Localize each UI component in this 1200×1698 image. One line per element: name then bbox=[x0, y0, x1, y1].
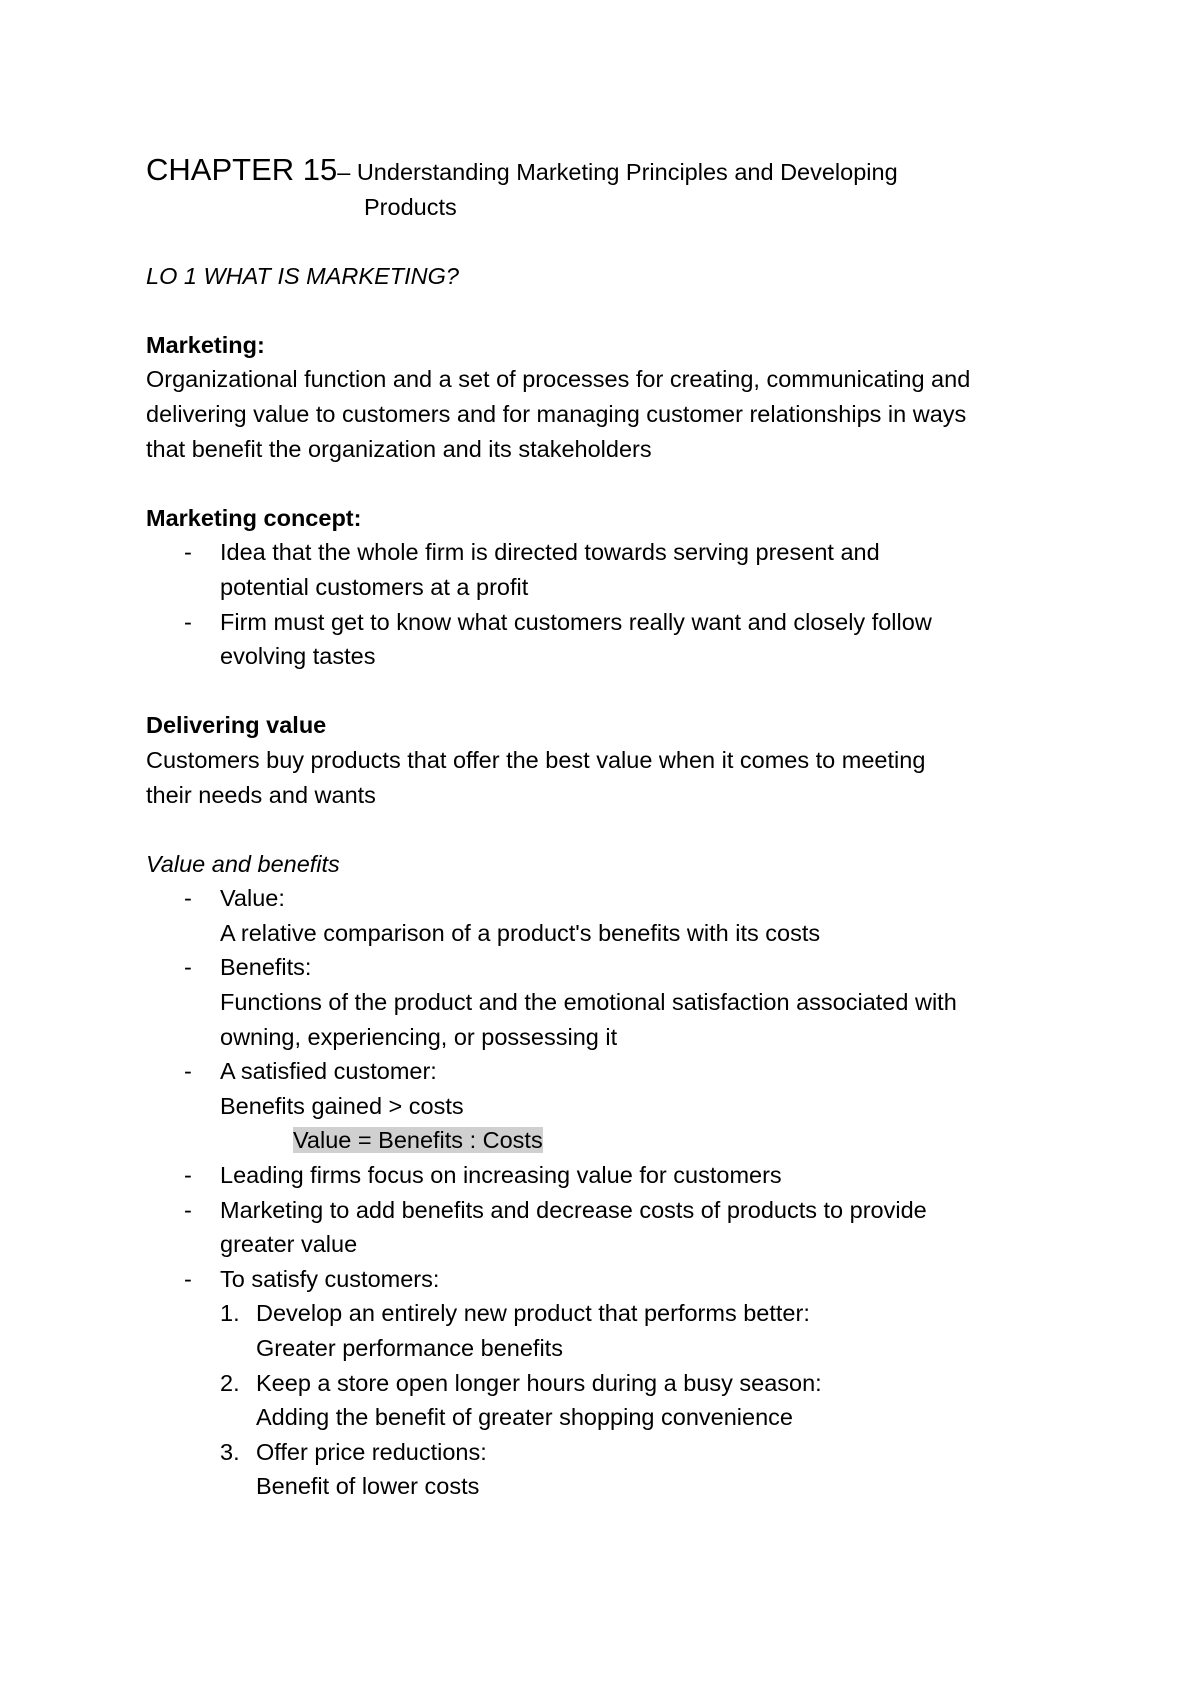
term-marketing: Marketing: bbox=[146, 331, 265, 358]
list-item-label: A satisfied customer: bbox=[220, 1058, 437, 1085]
chapter-title bbox=[146, 150, 1076, 190]
item-number: 3. bbox=[220, 1438, 240, 1465]
numbered-item bbox=[146, 1366, 1076, 1435]
highlighted-formula: Value = Benefits : Costs bbox=[293, 1127, 543, 1154]
list-item-text: potential customers at a profit bbox=[220, 573, 529, 600]
bullet-dash: - bbox=[184, 1265, 192, 1292]
numbered-item bbox=[146, 1435, 1076, 1504]
list-item-text: Firm must get to know what customers really want and closely follow bbox=[220, 608, 932, 635]
list-item-text: Marketing to add benefits and decrease costs of products to provide bbox=[220, 1196, 927, 1223]
bullet-dash: - bbox=[184, 539, 192, 566]
list-item bbox=[146, 1158, 1076, 1193]
list-item-text: Benefits gained > costs bbox=[220, 1092, 464, 1119]
list-item bbox=[146, 1193, 1076, 1262]
document-page bbox=[146, 150, 1076, 1504]
bullet-dash: - bbox=[184, 608, 192, 635]
list-item-text: greater value bbox=[220, 1231, 358, 1258]
numbered-item-text: Keep a store open longer hours during a busy season: bbox=[256, 1369, 822, 1396]
definition-line: Organizational function and a set of processes for creating, communicating and bbox=[146, 366, 971, 393]
chapter-subtitle-continued: Products bbox=[364, 194, 457, 220]
subheading-value-benefits: Value and benefits bbox=[146, 850, 340, 877]
bullet-dash: - bbox=[184, 1058, 192, 1085]
list-item-text: evolving tastes bbox=[220, 643, 376, 670]
list-item bbox=[146, 950, 1076, 1054]
list-item bbox=[146, 605, 1076, 674]
list-item-text: Leading firms focus on increasing value for customers bbox=[220, 1162, 782, 1189]
list-item bbox=[146, 1054, 1076, 1123]
bullet-dash: - bbox=[184, 954, 192, 981]
term-delivering-value: Delivering value bbox=[146, 712, 327, 739]
numbered-item bbox=[146, 1296, 1076, 1365]
list-item-label: Benefits: bbox=[220, 954, 312, 981]
formula-line bbox=[146, 1123, 1076, 1158]
numbered-item-text: Develop an entirely new product that performs better: bbox=[256, 1300, 810, 1327]
item-number: 1. bbox=[220, 1300, 240, 1327]
numbered-item-text: Greater performance benefits bbox=[256, 1335, 563, 1361]
numbered-item-text: Offer price reductions: bbox=[256, 1438, 487, 1465]
list-item-text: owning, experiencing, or possessing it bbox=[220, 1023, 618, 1050]
chapter-number: CHAPTER 15 bbox=[146, 152, 338, 187]
numbered-item-text: Benefit of lower costs bbox=[256, 1473, 480, 1500]
numbered-item-text: Adding the benefit of greater shopping convenience bbox=[256, 1404, 793, 1431]
bullet-dash: - bbox=[184, 1196, 192, 1223]
list-item-label: To satisfy customers: bbox=[220, 1265, 440, 1292]
list-item-text: Functions of the product and the emotional satisfaction associated with bbox=[220, 989, 957, 1016]
term-marketing-concept: Marketing concept: bbox=[146, 504, 362, 531]
list-item-text: A relative comparison of a product's benefits with its costs bbox=[220, 919, 821, 946]
bullet-dash: - bbox=[184, 1162, 192, 1189]
list-item-text: Idea that the whole firm is directed towards serving present and bbox=[220, 539, 880, 566]
paragraph-line: their needs and wants bbox=[146, 781, 376, 808]
definition-line: that benefit the organization and its stakeholders bbox=[146, 435, 652, 462]
list-item bbox=[146, 1262, 1076, 1297]
list-item bbox=[146, 535, 1076, 604]
list-item-label: Value: bbox=[220, 885, 285, 912]
list-item bbox=[146, 881, 1076, 950]
bullet-dash: - bbox=[184, 885, 192, 912]
item-number: 2. bbox=[220, 1369, 240, 1396]
paragraph-line: Customers buy products that offer the best value when it comes to meeting bbox=[146, 746, 926, 773]
definition-line: delivering value to customers and for managing customer relationships in ways bbox=[146, 400, 967, 427]
chapter-subtitle: – Understanding Marketing Principles and Developing bbox=[337, 159, 898, 185]
section-heading-lo1: LO 1 WHAT IS MARKETING? bbox=[146, 262, 459, 289]
